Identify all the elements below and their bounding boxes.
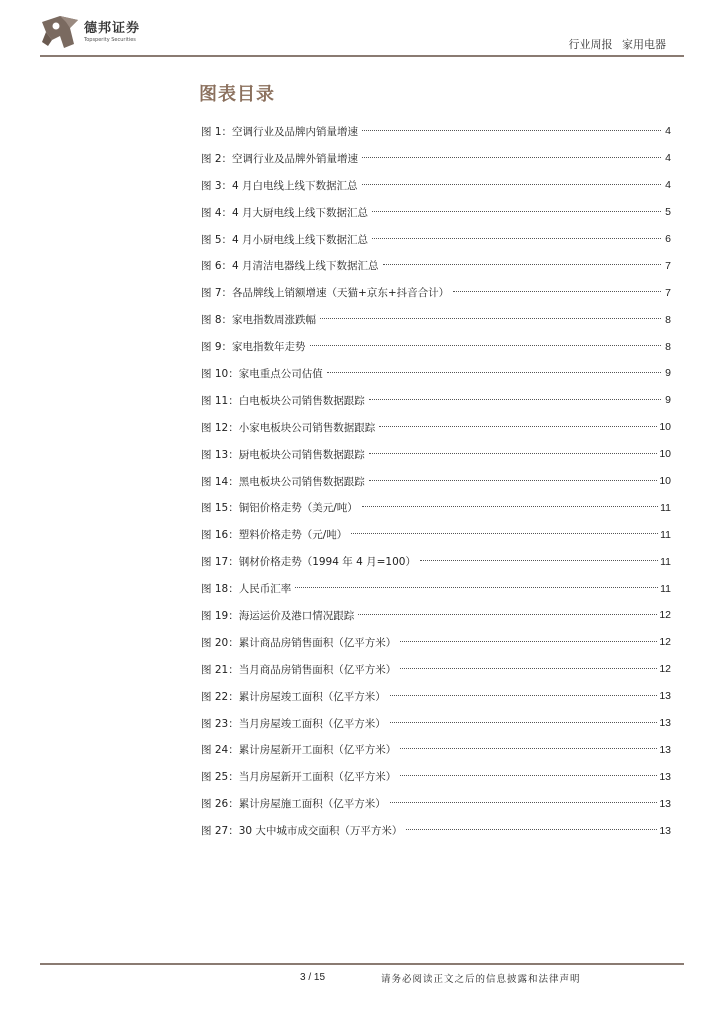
toc-entry-label: 图 17：钢材价格走势（1994 年 4 月=100）	[201, 556, 416, 569]
toc-leader-dots	[351, 532, 658, 534]
toc-entry-page: 4	[665, 125, 671, 138]
toc-entry-label: 图 20：累计商品房销售面积（亿平方米）	[201, 636, 397, 649]
toc-entry[interactable]	[201, 279, 671, 306]
toc-leader-dots	[358, 613, 657, 615]
toc-entry-page: 13	[659, 797, 671, 810]
toc-entry-page: 7	[665, 259, 671, 272]
toc-leader-dots	[406, 828, 657, 830]
toc-entry-page: 10	[659, 475, 671, 488]
toc-entry[interactable]	[201, 656, 671, 683]
toc-entry-page: 6	[665, 233, 671, 245]
toc-entry[interactable]	[201, 441, 671, 468]
toc-entry[interactable]	[201, 333, 671, 360]
toc-entry-page: 13	[659, 743, 671, 756]
report-sector: 家用电器	[622, 38, 666, 51]
toc-leader-dots	[379, 425, 657, 427]
toc-entry-label: 图 7：各品牌线上销额增速（天猫+京东+抖音合计）	[201, 287, 450, 300]
toc-leader-dots	[453, 290, 661, 292]
toc-entry[interactable]	[201, 817, 671, 844]
toc-entry-page: 13	[659, 690, 671, 703]
toc-entry[interactable]	[201, 575, 671, 602]
report-header-info	[569, 36, 667, 52]
logo-english-name: Topsperity Securities	[84, 36, 136, 43]
toc-entry-label: 图 3：4 月白电线上线下数据汇总	[201, 179, 358, 192]
toc-entry-label: 图 19：海运运价及港口情况跟踪	[201, 609, 355, 622]
toc-entry-page: 11	[660, 501, 671, 514]
toc-entry-label: 图 6：4 月清洁电器线上线下数据汇总	[201, 260, 379, 273]
toc-entry-page: 9	[665, 367, 671, 380]
toc-leader-dots	[320, 317, 661, 319]
toc-leader-dots	[327, 371, 661, 373]
toc-entry-label: 图 13：厨电板块公司销售数据跟踪	[201, 448, 365, 461]
toc-entry-page: 13	[659, 717, 671, 730]
toc-entry-label: 图 2：空调行业及品牌外销量增速	[201, 152, 359, 165]
toc-entry[interactable]	[201, 790, 671, 817]
toc-entry-label: 图 10：家电重点公司估值	[201, 367, 323, 380]
toc-entry[interactable]	[201, 468, 671, 495]
toc-leader-dots	[295, 586, 658, 588]
toc-entry-label: 图 11：白电板块公司销售数据跟踪	[201, 394, 365, 407]
toc-entry[interactable]	[201, 521, 671, 548]
toc-entry-label: 图 15：铜铝价格走势（美元/吨）	[201, 502, 358, 515]
toc-entry-page: 8	[665, 313, 671, 326]
footer-page-number: 3 / 15	[300, 972, 326, 983]
toc-entry-label: 图 24：累计房屋新开工面积（亿平方米）	[201, 744, 397, 757]
toc-entry-label: 图 18：人民币汇率	[201, 583, 292, 596]
toc-leader-dots	[390, 721, 658, 723]
toc-entry-page: 8	[665, 340, 671, 353]
toc-leader-dots	[400, 747, 657, 749]
toc-entry[interactable]	[201, 414, 671, 441]
toc-leader-dots	[369, 479, 658, 481]
table-of-figures	[201, 118, 671, 844]
toc-entry-label: 图 5：4 月小厨电线上线下数据汇总	[201, 233, 369, 246]
toc-entry[interactable]	[201, 252, 671, 279]
toc-entry-page: 4	[665, 152, 671, 165]
toc-entry[interactable]	[201, 226, 671, 253]
toc-entry-label: 图 12：小家电板块公司销售数据跟踪	[201, 421, 376, 434]
toc-entry[interactable]	[201, 118, 671, 145]
toc-entry[interactable]	[201, 683, 671, 710]
toc-entry-page: 4	[665, 179, 671, 192]
toc-entry-page: 5	[665, 206, 671, 219]
toc-leader-dots	[390, 694, 658, 696]
logo-chinese-name: 德邦证券	[84, 20, 141, 36]
toc-leader-dots	[390, 801, 658, 803]
toc-entry-page: 10	[659, 448, 671, 461]
toc-leader-dots	[420, 559, 658, 561]
toc-entry-label: 图 14：黑电板块公司销售数据跟踪	[201, 475, 365, 488]
toc-leader-dots	[310, 344, 661, 346]
toc-entry-page: 12	[659, 609, 671, 622]
toc-entry-page: 9	[665, 394, 671, 407]
toc-entry[interactable]	[201, 736, 671, 763]
toc-entry-label: 图 8：家电指数周涨跌幅	[201, 314, 317, 327]
toc-leader-dots	[400, 640, 657, 642]
toc-entry-page: 11	[660, 528, 671, 541]
toc-entry-label: 图 4：4 月大厨电线上线下数据汇总	[201, 206, 369, 219]
toc-entry-label: 图 21：当月商品房销售面积（亿平方米）	[201, 663, 397, 676]
report-type: 行业周报	[568, 38, 613, 51]
toc-entry-page: 12	[659, 636, 671, 649]
company-logo	[40, 14, 140, 50]
toc-entry-label: 图 25：当月房屋新开工面积（亿平方米）	[201, 771, 397, 784]
footer-disclaimer: 请务必阅读正文之后的信息披露和法律声明	[381, 974, 581, 985]
company-logo-icon	[40, 14, 80, 50]
toc-entry-label: 图 22：累计房屋竣工面积（亿平方米）	[201, 690, 386, 703]
toc-entry[interactable]	[201, 629, 671, 656]
toc-entry[interactable]	[201, 494, 671, 521]
toc-entry-label: 图 26：累计房屋施工面积（亿平方米）	[201, 798, 386, 811]
toc-leader-dots	[372, 210, 661, 212]
toc-leader-dots	[369, 398, 661, 400]
toc-leader-dots	[383, 263, 661, 265]
toc-entry-page: 11	[660, 555, 671, 568]
toc-entry-page: 12	[659, 663, 671, 676]
footer-divider	[40, 963, 684, 965]
toc-entry-page: 7	[665, 286, 671, 299]
toc-entry-label: 图 27：30 大中城市成交面积（万平方米）	[201, 825, 403, 838]
toc-entry[interactable]	[201, 602, 671, 629]
toc-entry-label: 图 16：塑料价格走势（元/吨）	[201, 529, 348, 542]
toc-entry-page: 13	[659, 824, 671, 837]
toc-leader-dots	[362, 505, 658, 507]
toc-entry[interactable]	[201, 360, 671, 387]
toc-entry-label: 图 1：空调行业及品牌内销量增速	[201, 125, 359, 138]
header-divider	[40, 55, 684, 57]
toc-leader-dots	[372, 237, 661, 239]
toc-entry-page: 13	[659, 770, 671, 783]
toc-entry-page: 11	[660, 582, 671, 595]
toc-entry[interactable]	[201, 710, 671, 737]
toc-entry[interactable]	[201, 172, 671, 199]
toc-entry[interactable]	[201, 387, 671, 414]
toc-entry[interactable]	[201, 763, 671, 790]
toc-entry[interactable]	[201, 145, 671, 172]
toc-leader-dots	[362, 129, 661, 131]
toc-entry[interactable]	[201, 199, 671, 226]
toc-leader-dots	[362, 183, 661, 185]
toc-entry[interactable]	[201, 306, 671, 333]
toc-entry-label: 图 9：家电指数年走势	[201, 341, 306, 354]
toc-leader-dots	[369, 452, 658, 454]
toc-leader-dots	[400, 667, 657, 669]
toc-leader-dots	[400, 774, 657, 776]
toc-entry-label: 图 23：当月房屋竣工面积（亿平方米）	[201, 717, 386, 730]
page-title: 图表目录	[199, 84, 275, 105]
toc-leader-dots	[362, 156, 661, 158]
toc-entry[interactable]	[201, 548, 671, 575]
toc-entry-page: 10	[659, 421, 671, 434]
